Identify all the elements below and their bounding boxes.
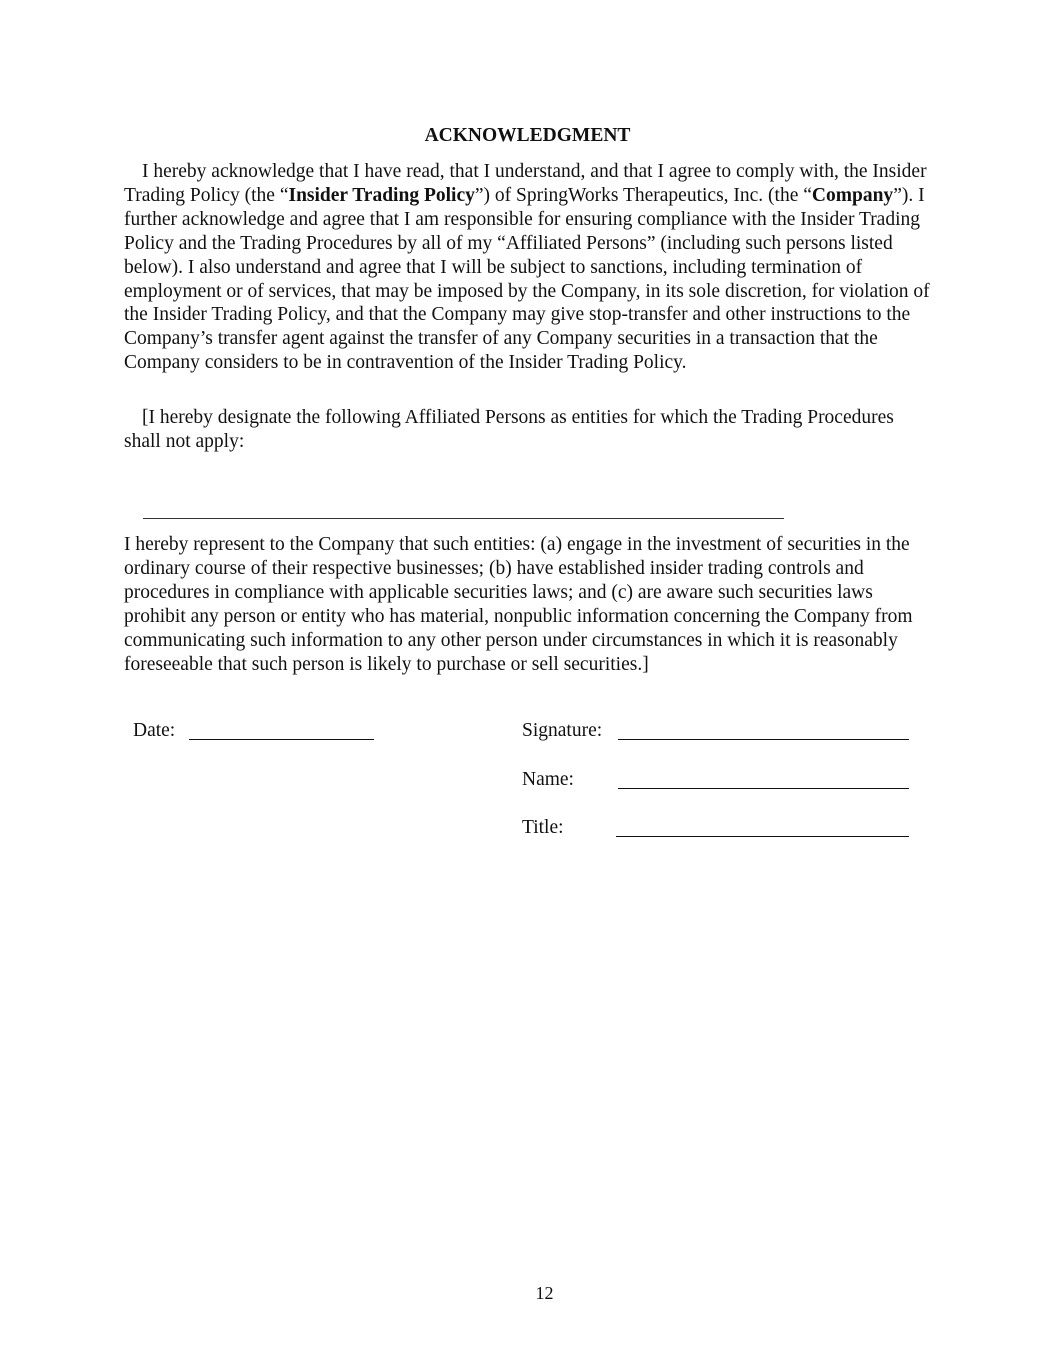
- defined-term-company: Company: [811, 184, 894, 206]
- signature-field-line[interactable]: [618, 739, 909, 740]
- acknowledgment-paragraph: [124, 160, 934, 375]
- date-field-line[interactable]: [189, 739, 374, 740]
- paragraph-text: I hereby acknowledge that I have read, that I understand, and that I agree to comply with, the Insider Trading Policy (the “: [124, 161, 927, 206]
- name-field-line[interactable]: [618, 788, 909, 789]
- representation-paragraph: I hereby represent to the Company that such entities: (a) engage in the investment of securities in the ordinary course of their respective businesses; (b) have established insider trading controls and procedures in compliance with applicable securities laws; and (c) are aware such securities laws prohibit any person or entity who has material, nonpublic information concerning the Company from communicating such information to any other person under circumstances in which it is reasonably foreseeable that such person is likely to purchase or sell securities.]: [124, 534, 913, 675]
- designation-paragraph: [124, 406, 934, 454]
- title-label: Title:: [522, 817, 564, 838]
- date-label: Date:: [133, 720, 176, 741]
- signature-label: Signature:: [522, 720, 603, 741]
- paragraph-text: ”) of SpringWorks Therapeutics, Inc. (the “: [474, 184, 812, 206]
- paragraph-text: [I hereby designate the following Affiliated Persons as entities for which the Trading Procedures shall not apply:: [124, 407, 894, 452]
- name-label: Name:: [522, 769, 574, 790]
- page-title: ACKNOWLEDGMENT: [424, 125, 631, 146]
- defined-term-insider-trading-policy: Insider Trading Policy: [288, 184, 475, 206]
- paragraph-text: ”). I further acknowledge and agree that I am responsible for ensuring compliance with the Insider Trading Policy and the Trading Procedures by all of my “Affiliated Persons” (including such persons listed below). I also understand and agree that I will be subject to sanctions, including termination of employment or of services, that may be imposed by the Company, in its sole discretion, for violation of the Insider Trading Policy, and that the Company may give stop-transfer and other instructions to the Company’s transfer agent against the transfer of any Company securities in a transaction that the Company considers to be in contravention of the Insider Trading Policy.: [124, 184, 930, 374]
- page-number: 12: [535, 1283, 554, 1303]
- affiliated-persons-entry-line[interactable]: [143, 518, 784, 519]
- title-field-line[interactable]: [616, 836, 909, 837]
